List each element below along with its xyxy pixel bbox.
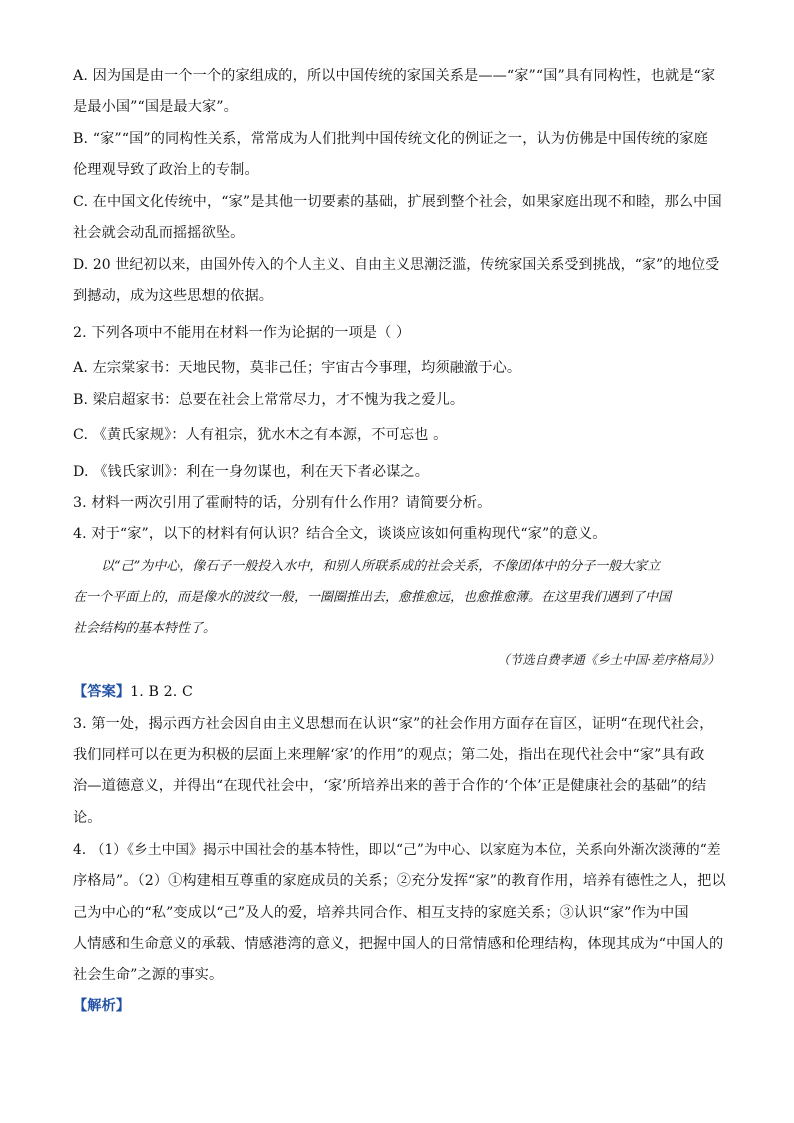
answer-3-line-3: 治—道德意义，并得出“在现代社会中，‘家’所培养出来的善于合作的‘个体’正是健康社会的基础”的结 [73, 778, 707, 794]
answer-line [73, 682, 725, 702]
option-b-line-2: 伦理观导致了政治上的专制。 [73, 162, 259, 178]
quote-source: （节选自费孝通《乡土中国·差序格局》） [497, 652, 720, 667]
analysis-line [73, 996, 725, 1016]
option-b-line-1: B. “家”“国”的同构性关系，常常成为人们批判中国传统文化的例证之一，认为仿佛是中国传统的家庭 [73, 131, 708, 147]
option-d-line-1: D. 20 世纪初以来，由国外传入的个人主义、自由主义思潮泛滥，传统家国关系受到挑战，“家”的地位受 [73, 257, 720, 273]
q2-option-d: D. 《钱氏家训》：利在一身勿谋也，利在天下者必谋之。 [73, 464, 429, 480]
quote-line-3: 社会结构的基本特性了。 [73, 621, 217, 636]
option-d-line-2: 到撼动，成为这些思想的依据。 [73, 288, 274, 304]
answer-4-line-1: 4. （1）《乡土中国》揭示中国社会的基本特性，即以“己”为中心、以家庭为本位，关系向外渐次淡薄的“差 [73, 842, 721, 858]
answer-3-line-4: 论。 [73, 810, 102, 826]
answer-4-line-4: 人情感和生命意义的承载、情感港湾的意义，把握中国人的日常情感和伦理结构，体现其成为“中国人的 [73, 936, 724, 952]
q2-option-c: C. 《黄氏家规》：人有祖宗，犹水木之有本源，不可忘也 。 [73, 427, 448, 443]
question-3: 3. 材料一两次引用了霍耐特的话，分别有什么作用？请简要分析。 [73, 495, 492, 511]
q2-option-b: B. 梁启超家书：总要在社会上常常尽力，才不愧为我之爱儿。 [73, 392, 465, 408]
answer-3-line-1: 3. 第一处，揭示西方社会因自由主义思想而在认识“家”的社会作用方面存在盲区，证明“在现代社会， [73, 716, 714, 732]
answer-tag: 【答案】 [73, 684, 131, 700]
question-2: 2. 下列各项中不能用在材料一作为论据的一项是（ ） [73, 325, 411, 341]
option-c-line-2: 社会就会动乱而摇摇欲坠。 [73, 225, 245, 241]
answer-4-line-3: 己为中心的“私”变成以“己”及人的爱，培养共同合作、相互支持的家庭关系；③认识“家”作为中国 [73, 905, 689, 921]
question-4: 4. 对于“家”，以下的材料有何认识？结合全文，谈谈应该如何重构现代“家”的意义。 [73, 526, 607, 542]
option-a-line-2: 是最小国”“国是最大家”。 [73, 99, 238, 115]
answer-4-line-5: 社会生命”之源的事实。 [73, 967, 224, 983]
answer-4-line-2: 序格局”。（2）①构建相互尊重的家庭成员的关系；②充分发挥“家”的教育作用，培养有德性之人，把以 [73, 873, 726, 889]
answer-3-line-2: 我们同样可以在更为积极的层面上来理解‘家’的作用”的观点；第二处，指出在现代社会中“家”具有政 [73, 747, 705, 763]
answer-choices: 1. B 2. C [130, 684, 193, 700]
option-c-line-1: C. 在中国文化传统中，“家”是其他一切要素的基础，扩展到整个社会，如果家庭出现不和睦，那么中国 [73, 194, 722, 210]
quote-line-1: 以“己”为中心，像石子一般投入水中，和别人所联系成的社会关系，不像团体中的分子一般大家立 [101, 559, 661, 574]
quote-line-2: 在一个平面上的，而是像水的波纹一般，一圈圈推出去，愈推愈远，也愈推愈薄。在这里我们遇到了中国 [73, 590, 672, 605]
option-a-line-1: A. 因为国是由一个一个的家组成的，所以中国传统的家国关系是——“家”“国”具有同构性，也就是“家 [73, 68, 716, 84]
q2-option-a: A. 左宗棠家书：天地民物，莫非己任；宇宙古今事理，均须融澈于心。 [73, 360, 522, 376]
analysis-tag: 【解析】 [73, 998, 131, 1014]
